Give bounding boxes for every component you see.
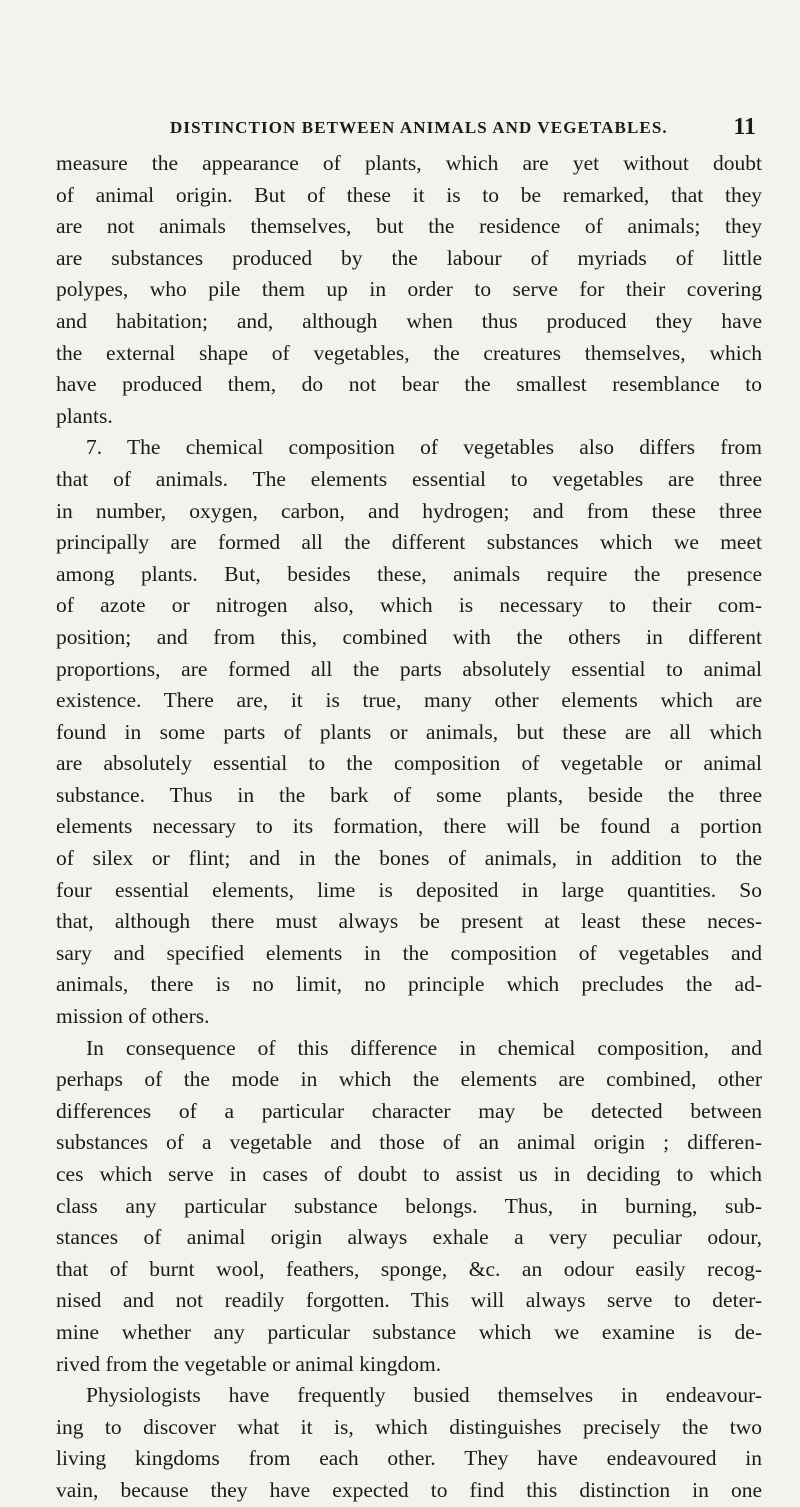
text-line: ing to discover what it is, which distinguishes precisely the two (56, 1414, 762, 1439)
text-line: nised and not readily forgotten. This will always serve to deter- (56, 1288, 762, 1313)
text-line: living kingdoms from each other. They have endeavoured in (56, 1446, 762, 1471)
text-line: differences of a particular character may be detected between (56, 1098, 762, 1123)
text-line: that, although there must always be present at least these neces- (56, 909, 762, 934)
text-line: of silex or flint; and in the bones of animals, in addition to the (56, 846, 762, 871)
text-line: substances of a vegetable and those of an animal origin ; differen- (56, 1130, 762, 1155)
text-line: plants. (56, 403, 113, 428)
text-line: are substances produced by the labour of myriads of little (56, 245, 762, 270)
text-line: mission of others. (56, 1004, 210, 1029)
text-line: measure the appearance of plants, which are yet without doubt (56, 151, 762, 175)
running-header (170, 114, 760, 148)
text-line: principally are formed all the different substances which we meet (56, 530, 762, 555)
text-line: that of animals. The elements essential to vegetables are three (56, 466, 762, 491)
text-line: the external shape of vegetables, the creatures themselves, which (56, 340, 762, 365)
text-line: that of burnt wool, feathers, sponge, &c. an odour easily recog- (56, 1256, 762, 1281)
text-line: existence. There are, it is true, many other elements which are (56, 688, 762, 713)
text-line: of azote or nitrogen also, which is necessary to their com- (56, 593, 762, 618)
text-line: elements necessary to its formation, there will be found a portion (56, 814, 762, 839)
text-line: have produced them, do not bear the smallest resemblance to (56, 372, 762, 397)
text-line: In consequence of this difference in chemical composition, and (86, 1035, 762, 1060)
text-line: stances of animal origin always exhale a very peculiar odour, (56, 1225, 762, 1250)
text-line: four essential elements, lime is deposited in large quantities. So (56, 877, 762, 902)
text-line: ces which serve in cases of doubt to assist us in deciding to which (56, 1162, 762, 1186)
text-line: rived from the vegetable or animal kingdom. (56, 1351, 442, 1376)
text-line: perhaps of the mode in which the elements are combined, other (56, 1067, 762, 1092)
text-line: position; and from this, combined with the others in different (56, 624, 762, 649)
text-line: mine whether any particular substance which we examine is de- (56, 1319, 762, 1344)
text-line: 7. The chemical composition of vegetables also differs from (86, 435, 762, 460)
text-line: of animal origin. But of these it is to be remarked, that they (56, 182, 762, 207)
text-line: among plants. But, besides these, animals require the presence (56, 561, 762, 586)
text-line: class any particular substance belongs. Thus, in burning, sub- (56, 1193, 762, 1218)
running-title: DISTINCTION BETWEEN ANIMALS AND VEGETABLES. (170, 118, 668, 137)
text-line: in number, oxygen, carbon, and hydrogen; and from these three (56, 498, 762, 523)
text-line: are absolutely essential to the composition of vegetable or animal (56, 751, 762, 776)
text-line: proportions, are formed all the parts absolutely essential to animal (56, 656, 762, 681)
text-line: animals, there is no limit, no principle which precludes the ad- (56, 972, 762, 997)
text-line: found in some parts of plants or animals, but these are all which (56, 719, 762, 744)
page-number: 11 (733, 114, 756, 140)
text-line: are not animals themselves, but the residence of animals; they (56, 214, 762, 239)
text-line: polypes, who pile them up in order to serve for their covering (56, 277, 762, 302)
text-line: substance. Thus in the bark of some plants, beside the three (56, 782, 762, 807)
body-text (56, 148, 762, 1507)
text-line: sary and specified elements in the composition of vegetables and (56, 940, 762, 965)
text-line: vain, because they have expected to find this distinction in one (56, 1477, 762, 1502)
text-line: Physiologists have frequently busied themselves in endeavour- (86, 1383, 762, 1408)
text-line: and habitation; and, although when thus produced they have (56, 308, 762, 333)
